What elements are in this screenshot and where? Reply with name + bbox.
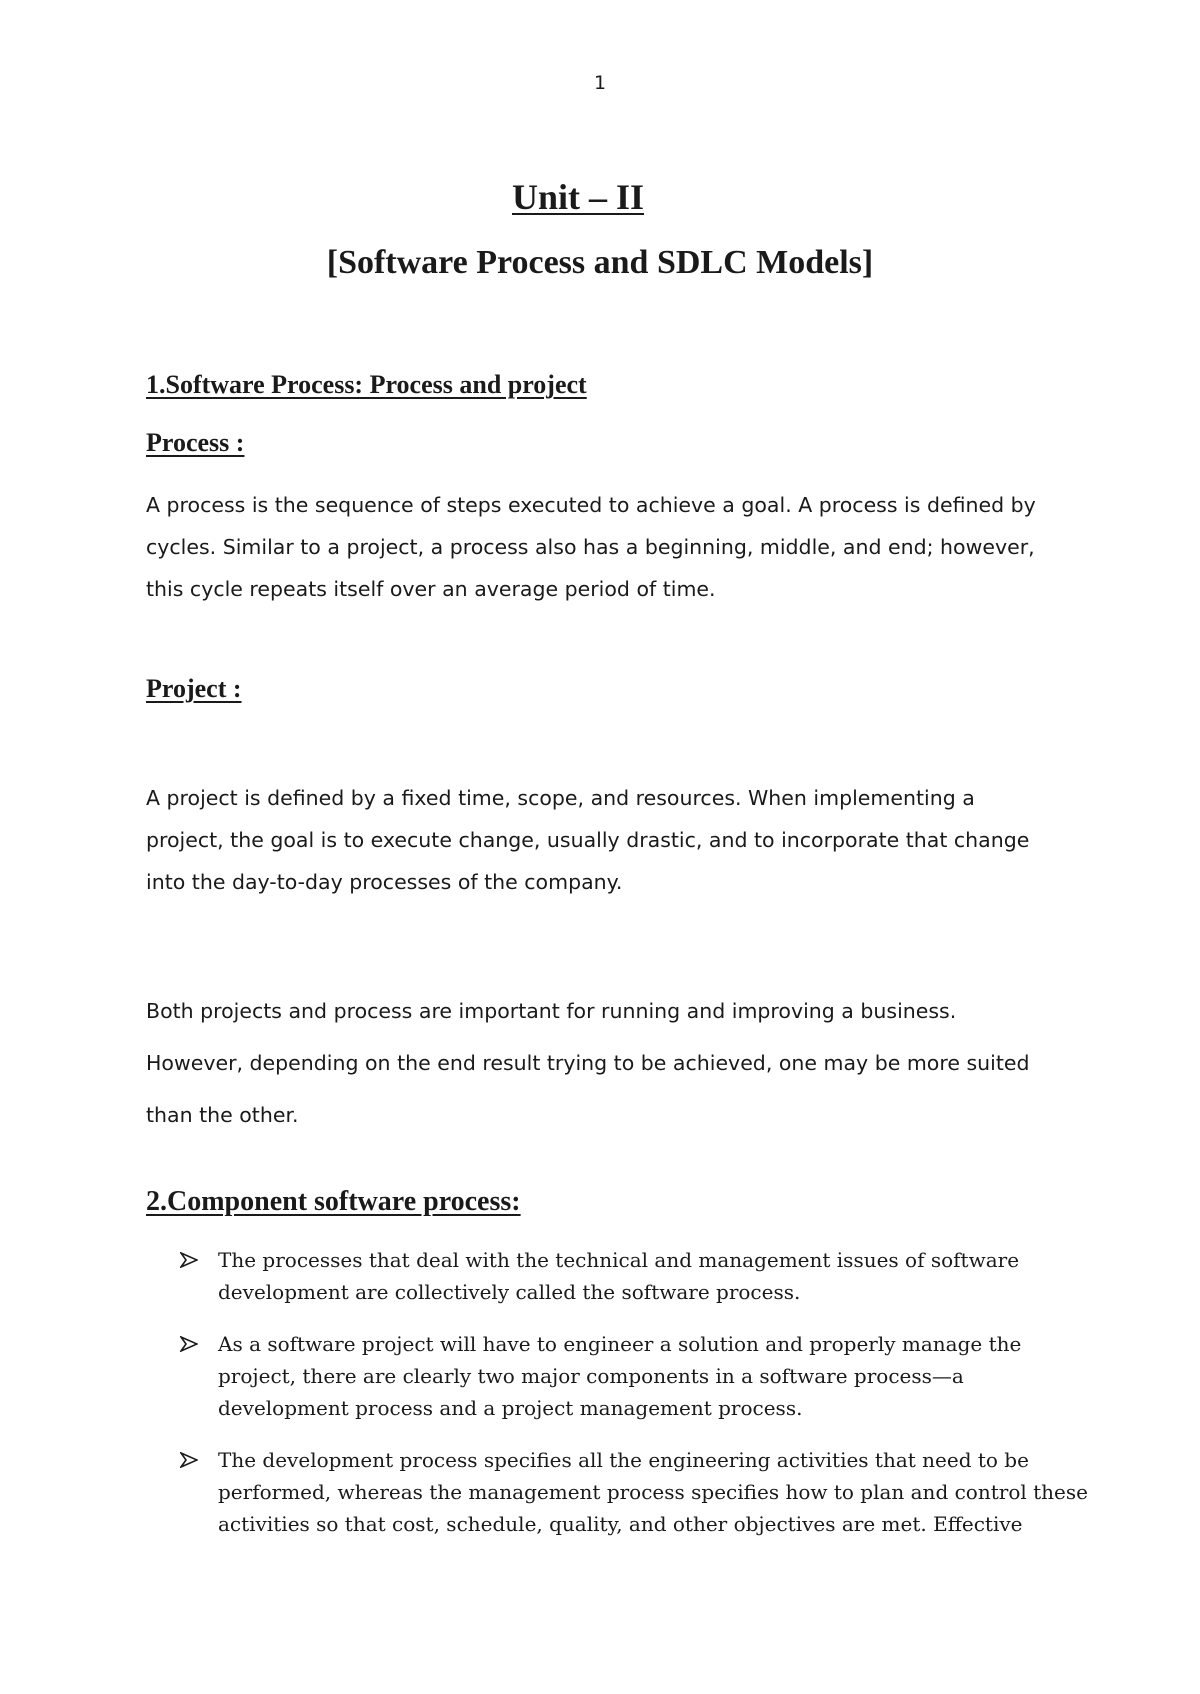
paragraph-line: into the day-to-day processes of the company. <box>146 870 623 894</box>
page-number: 1 <box>593 72 607 94</box>
arrow-bullet-icon <box>180 1452 198 1468</box>
project-heading: Project : <box>146 674 242 703</box>
section1-heading: 1.Software Process: Process and project <box>146 370 587 399</box>
paragraph-line: cycles. Similar to a project, a process also has a beginning, middle, and end; however, <box>146 535 1035 559</box>
unit-subtitle: [Software Process and SDLC Models] <box>326 244 874 281</box>
bullet-line: performed, whereas the management process specifies how to plan and control these <box>218 1480 1088 1504</box>
bullet-line: As a software project will have to engineer a solution and properly manage the <box>218 1332 1022 1356</box>
paragraph-line: A project is defined by a fixed time, scope, and resources. When implementing a <box>146 786 975 810</box>
paragraph-line: However, depending on the end result trying to be achieved, one may be more suited <box>146 1051 1030 1075</box>
component-bullet-list <box>180 1244 1088 1560</box>
paragraph-line: this cycle repeats itself over an average period of time. <box>146 577 716 601</box>
arrow-bullet-icon <box>180 1252 198 1268</box>
bullet-line: The development process specifies all the engineering activities that need to be <box>218 1448 1029 1472</box>
process-heading: Process : <box>146 428 245 457</box>
bullet-line: project, there are clearly two major components in a software process—a <box>218 1364 964 1388</box>
paragraph-line: A process is the sequence of steps executed to achieve a goal. A process is defined by <box>146 493 1036 517</box>
bullet-line: development process and a project management process. <box>218 1396 803 1420</box>
list-item <box>180 1328 1080 1424</box>
process-paragraph <box>146 484 1066 610</box>
section2-heading: 2.Component software process: <box>146 1186 521 1217</box>
comparison-paragraph <box>146 985 1066 1141</box>
list-item <box>180 1444 1088 1540</box>
bullet-line: The processes that deal with the technical and management issues of software <box>218 1248 1020 1272</box>
unit-title: Unit – II <box>511 177 645 217</box>
paragraph-line: than the other. <box>146 1103 299 1127</box>
project-paragraph <box>146 777 1066 903</box>
arrow-bullet-icon <box>180 1336 198 1352</box>
paragraph-line: project, the goal is to execute change, usually drastic, and to incorporate that change <box>146 828 1030 852</box>
paragraph-line: Both projects and process are important for running and improving a business. <box>146 999 957 1023</box>
list-item <box>180 1244 1080 1308</box>
bullet-line: activities so that cost, schedule, quality, and other objectives are met. Effective <box>218 1512 1023 1536</box>
bullet-line: development are collectively called the software process. <box>218 1280 801 1304</box>
